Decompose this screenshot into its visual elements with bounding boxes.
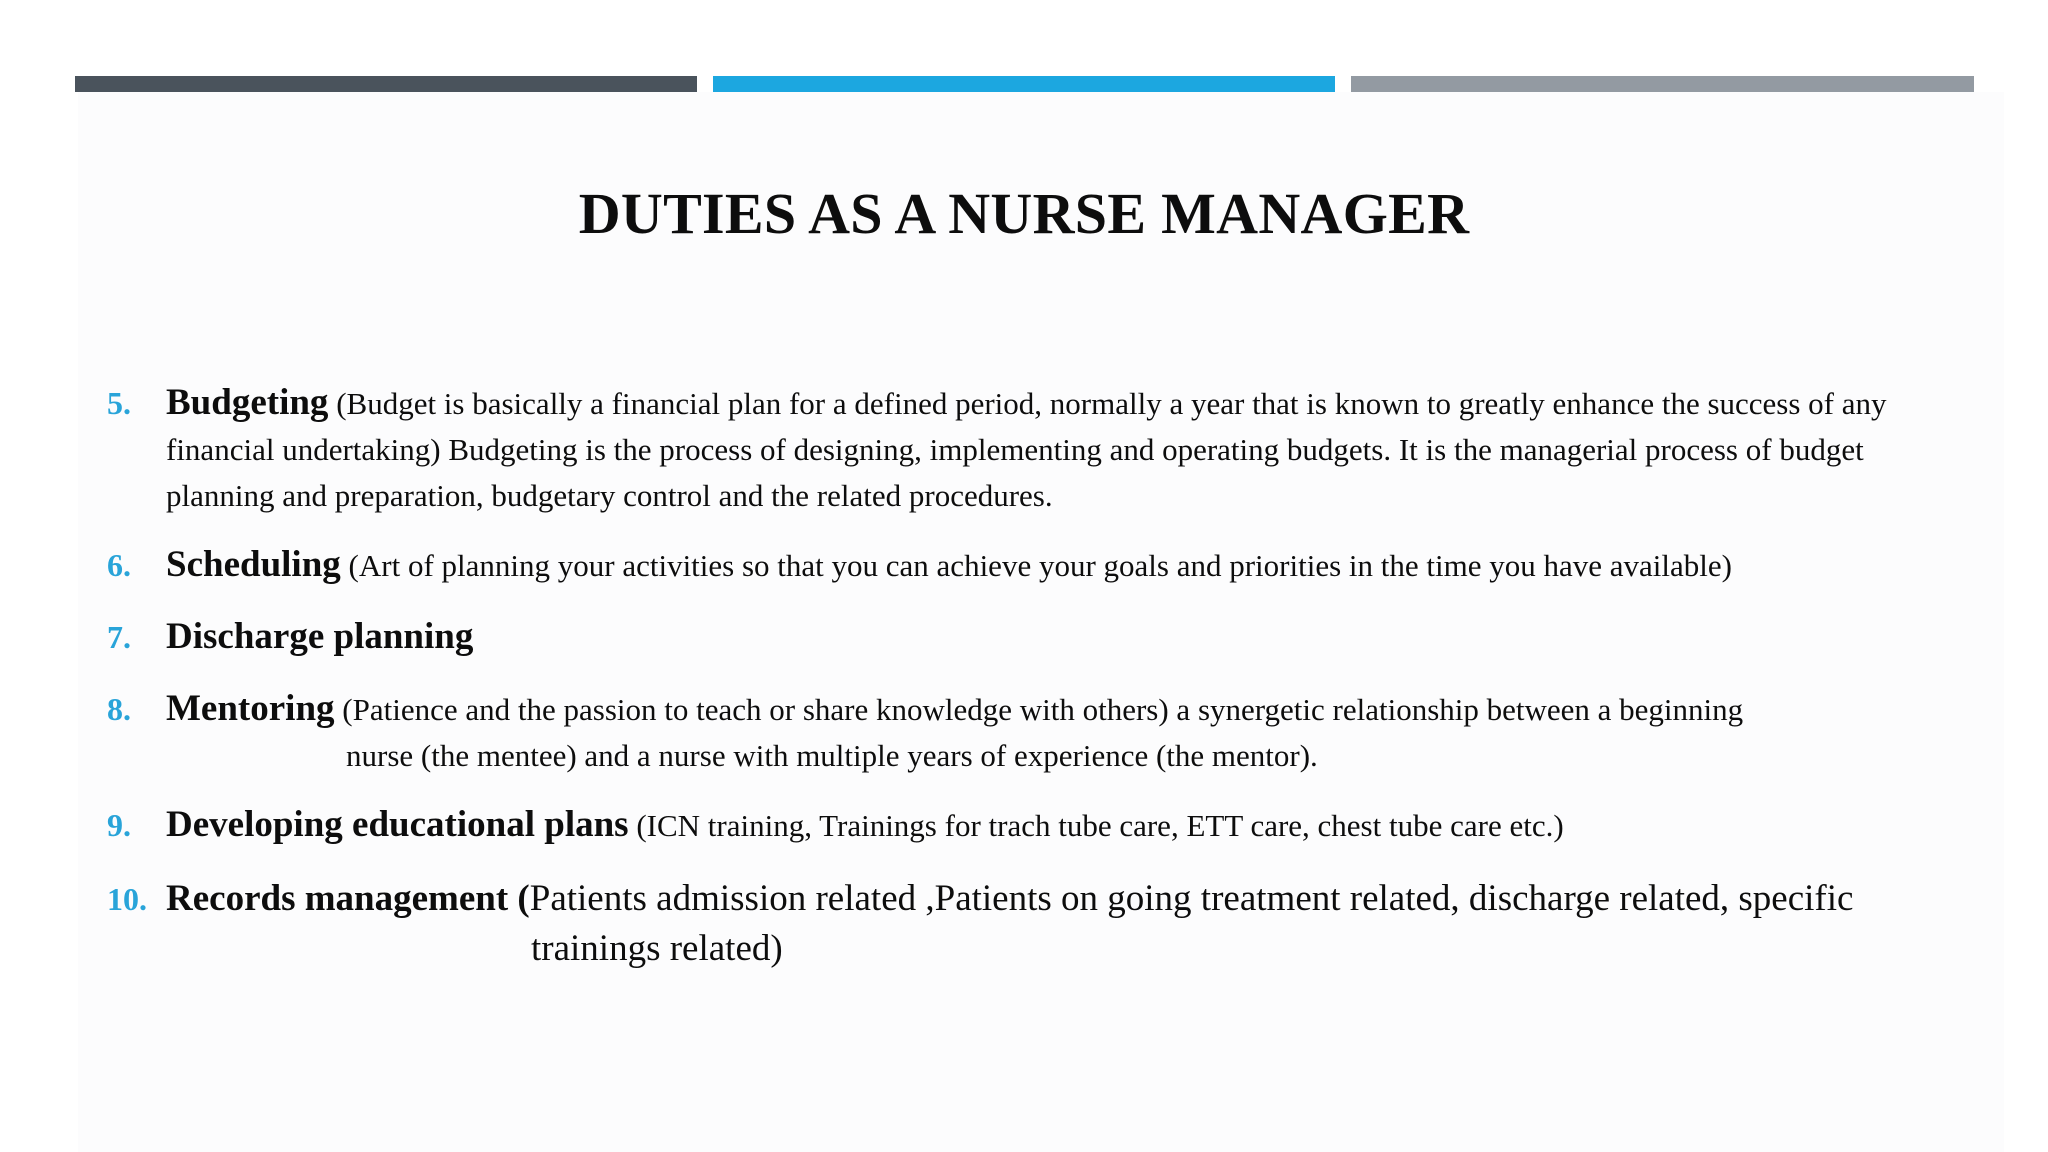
list-description: (Art of planning your activities so that you can achieve your goals and priorities in the time you have available) bbox=[340, 548, 1732, 583]
list-item-budgeting bbox=[107, 380, 1967, 518]
list-description: (ICN training, Trainings for trach tube care, ETT care, chest tube care etc.) bbox=[628, 808, 1564, 843]
list-number: 7. bbox=[107, 619, 131, 655]
list-number: 5. bbox=[107, 385, 131, 421]
list-term: Budgeting bbox=[166, 382, 329, 423]
list-term: Discharge planning bbox=[166, 616, 474, 657]
list-description: Patients admission related ,Patients on going treatment related, discharge related, specific bbox=[529, 878, 1854, 919]
list-item-records-management bbox=[107, 874, 1967, 974]
list-number: 8. bbox=[107, 691, 131, 727]
list-term: Developing educational plans bbox=[166, 804, 629, 845]
accent-bar-dark bbox=[75, 76, 697, 92]
list-term: Mentoring bbox=[166, 688, 335, 729]
list-number: 9. bbox=[107, 807, 131, 843]
list-description: (Patience and the passion to teach or share knowledge with others) a synergetic relationship between a beginning bbox=[334, 692, 1744, 727]
list-description-continued: nurse (the mentee) and a nurse with multiple years of experience (the mentor). bbox=[346, 738, 1318, 773]
list-description: (Budget is basically a financial plan for a defined period, normally a year that is known to greatly enhance the success of any financial undertaking) Budgeting is the process of designing, implementing and operating budgets. It is the managerial process of budget planning and preparation, budgetary control and the related procedures. bbox=[166, 386, 1887, 513]
list-item-discharge-planning bbox=[107, 614, 1967, 660]
list-description-continued: trainings related) bbox=[531, 928, 783, 969]
list-item-scheduling bbox=[107, 542, 1967, 588]
list-item-educational-plans bbox=[107, 802, 1967, 848]
list-number: 6. bbox=[107, 547, 131, 583]
duties-list bbox=[107, 380, 1967, 994]
accent-bar-blue bbox=[713, 76, 1335, 92]
accent-bar-grey bbox=[1351, 76, 1974, 92]
list-term: Scheduling bbox=[166, 544, 341, 585]
slide-title: DUTIES AS A NURSE MANAGER bbox=[578, 181, 1470, 246]
list-item-mentoring bbox=[107, 686, 1967, 778]
list-term: Records management ( bbox=[166, 878, 530, 919]
list-number: 10. bbox=[107, 881, 147, 917]
